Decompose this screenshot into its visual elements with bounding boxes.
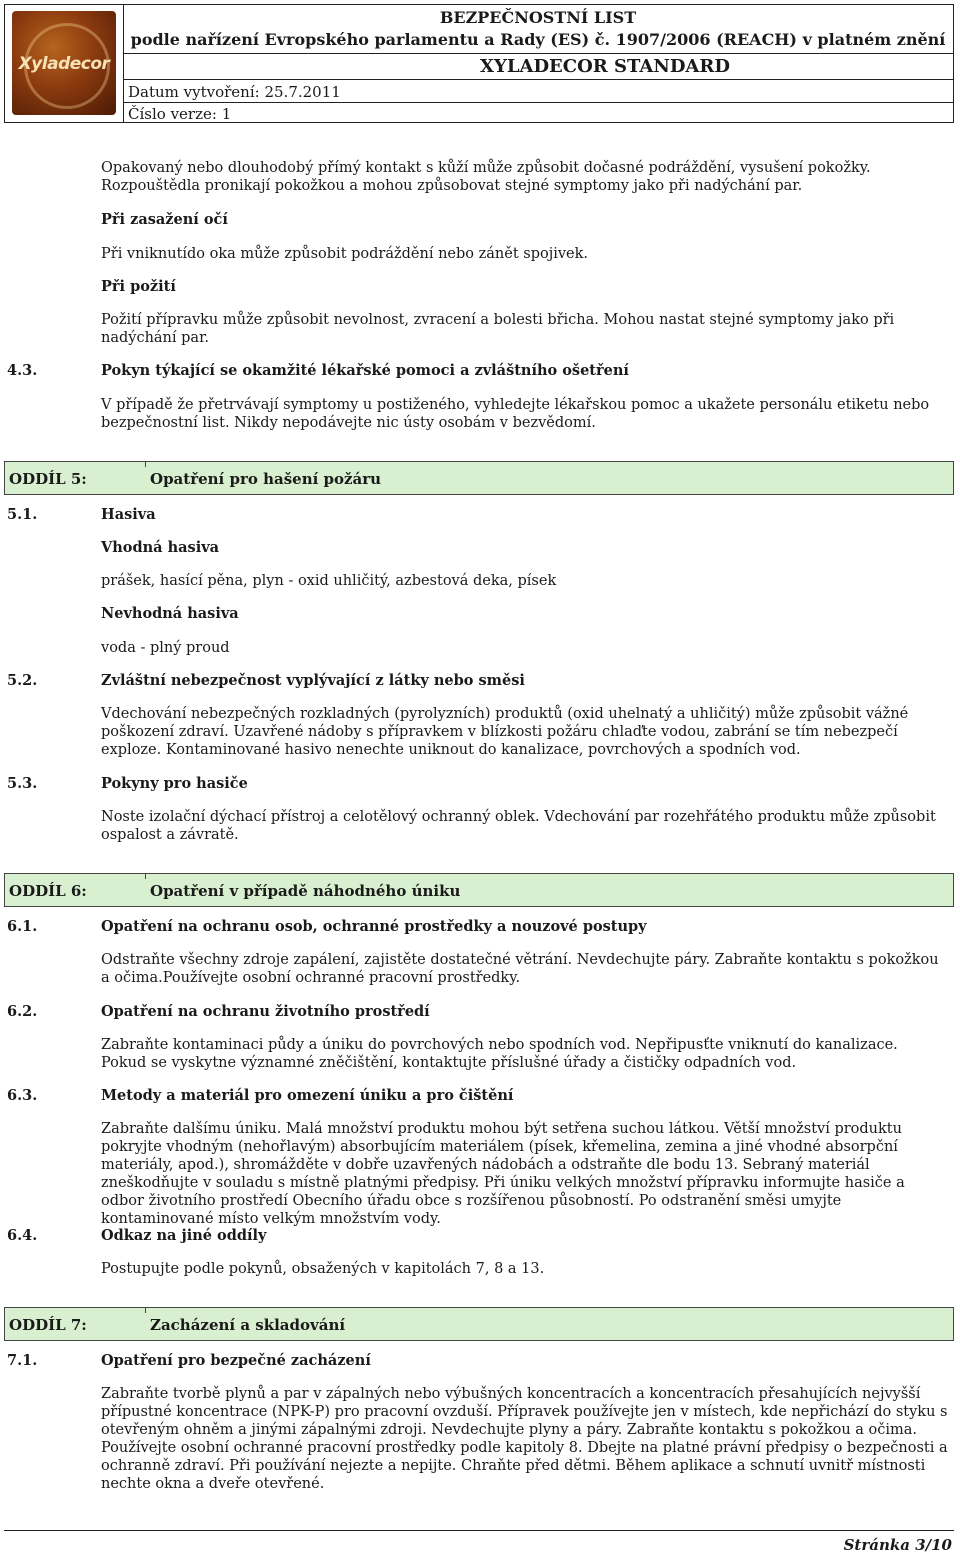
document-title: BEZPEČNOSTNÍ LIST — [439, 8, 637, 27]
section-6-2-number: 6.2. — [7, 1003, 38, 1020]
section-6-3-text: Zabraňte dalšímu úniku. Malá množství produktu mohou být setřena suchou látkou. Větší množství produktu pokryjte vhodným (nehořlavým) absorbujícím materiálem (písek, křemelina, zemina a jiné vhodné absorpční materiály, apod.), shromážděte v dobře uzavřených nádobách a odstraňte dle bodu 13. Sebraný materiál zneškodňujte v souladu s místně platnými předpisy. Při úniku velkých množství přípravku informujte hasiče a odbor životního prostředí Obecního úřadu obce s rozšířenou působností. Po odstranění směsi umyjte kontaminované místo velkým množstvím vody. — [101, 1121, 905, 1227]
suitable-media-heading: Vhodná hasiva — [101, 539, 220, 556]
section-6-1-text: Odstraňte všechny zdroje zapálení, zajistěte dostatečné větrání. Nevdechujte páry. Zabraňte kontaktu s pokožkou a očima.Používejte osobní ochranné pracovní prostředky. — [101, 952, 939, 986]
eyes-heading: Při zasažení očí — [101, 211, 228, 228]
section-6-2-text: Zabraňte kontaminaci půdy a úniku do povrchových nebo spodních vod. Nepřipusťte vniknutí do kanalizace. Pokud se vyskytne významné zněčištění, kontaktujte příslušné úřady a čističky odpadních vod. — [101, 1037, 898, 1071]
section-5-2-number: 5.2. — [7, 672, 38, 689]
section-7-bar — [4, 1307, 954, 1341]
product-name: XYLADECOR STANDARD — [480, 56, 730, 77]
section-5-2-text: Vdechování nebezpečných rozkladných (pyrolyzních) produktů (oxid uhelnatý a uhličitý) může způsobit vážné poškození zdraví. Uzavřené nádoby s přípravkem v blízkosti požáru chlaďte vodou, zabrání se tím nebezpečí exploze. Kontaminované hasivo nenechte uniknout do kanalizace, povrchových a spodních vod. — [101, 706, 909, 758]
section-5-3-number: 5.3. — [7, 775, 38, 792]
section-5-bar — [4, 461, 954, 495]
ingestion-heading: Při požití — [101, 278, 176, 295]
section-7-title: Zacházení a skladování — [150, 1316, 346, 1334]
section-5-2-title: Zvláštní nebezpečnost vyplývající z látky nebo směsi — [101, 672, 525, 689]
skin-contact-text: Opakovaný nebo dlouhodobý přímý kontakt s kůží může způsobit dočasné podráždění, vysušení pokožky. Rozpouštědla pronikají pokožkou a mohou způsobovat stejné symptomy jako při nadýchání par. — [101, 160, 871, 194]
eyes-text: Při vniknutído oka může způsobit podráždění nebo zánět spojivek. — [101, 246, 589, 262]
suitable-media-text: prášek, hasící pěna, plyn - oxid uhličitý, azbestová deka, písek — [101, 573, 557, 589]
section-7-label: ODDÍL 7: — [9, 1316, 87, 1334]
section-6-bar — [4, 873, 954, 907]
footer-divider — [4, 1530, 954, 1531]
section-4-3-number: 4.3. — [7, 362, 38, 379]
section-5-1-title: Hasiva — [101, 506, 156, 523]
date-created: Datum vytvoření: 25.7.2011 — [128, 83, 341, 101]
section-6-title: Opatření v případě náhodného úniku — [150, 882, 461, 900]
section-6-3-title: Metody a materiál pro omezení úniku a pro čištění — [101, 1087, 514, 1104]
section-5-3-title: Pokyny pro hasiče — [101, 775, 248, 792]
xyladecor-logo — [12, 11, 116, 115]
section-6-1-number: 6.1. — [7, 918, 38, 935]
section-6-3-number: 6.3. — [7, 1087, 38, 1104]
regulation-text: podle nařízení Evropského parlamentu a Rady (ES) č. 1907/2006 (REACH) v platném znění — [130, 30, 946, 49]
section-5-title: Opatření pro hašení požáru — [150, 470, 382, 488]
section-6-4-title: Odkaz na jiné oddíly — [101, 1227, 267, 1244]
section-6-1-title: Opatření na ochranu osob, ochranné prostředky a nouzové postupy — [101, 918, 647, 935]
section-4-3-title: Pokyn týkající se okamžité lékařské pomoci a zvláštního ošetření — [101, 362, 629, 379]
logo-text: Xyladecor — [18, 54, 110, 74]
section-5-label: ODDÍL 5: — [9, 470, 87, 488]
logo-box — [5, 5, 124, 122]
section-6-4-number: 6.4. — [7, 1227, 38, 1244]
section-4-3-text: V případě že přetrvávají symptomy u postiženého, vyhledejte lékařskou pomoc a ukažete personálu etiketu nebo bezpečnostní list. Nikdy nepodávejte nic ústy osobám v bezvědomí. — [101, 397, 930, 431]
section-5-1-number: 5.1. — [7, 506, 38, 523]
ingestion-text: Požití přípravku může způsobit nevolnost, zvracení a bolesti břicha. Mohou nastat stejné symptomy jako při nadýchání par. — [101, 312, 895, 346]
version-number: Číslo verze: 1 — [128, 105, 232, 123]
section-6-label: ODDÍL 6: — [9, 882, 87, 900]
section-7-1-text: Zabraňte tvorbě plynů a par v zápalných nebo výbušných koncentracích a koncentracích přesahujících nejvyšší přípustné koncentrace (NPK-P) pro pracovní ovzduší. Přípravek používejte jen v místech, kde nepřichází do styku s otevřeným ohněm a jinými zápalnými zdroji. Nevdechujte plyny a páry. Zabraňte kontaktu s pokožkou a očima. Používejte osobní ochranné pracovní prostředky podle kapitoly 8. Dbejte na platné právní předpisy o bezpečnosti a ochranně zdraví. Při používání nejezte a nepijte. Chraňte před dětmi. Během aplikace a schnutí uvnitř místnosti nechte okna a dveře otevřené. — [101, 1386, 948, 1492]
page-number: Stránka 3/10 — [843, 1536, 952, 1554]
section-5-3-text: Noste izolační dýchací přístroj a celotělový ochranný oblek. Vdechování par rozehřátého produktu může způsobit ospalost a závratě. — [101, 809, 936, 843]
section-6-4-text: Postupujte podle pokynů, obsažených v kapitolách 7, 8 a 13. — [101, 1261, 545, 1277]
unsuitable-media-text: voda - plný proud — [101, 640, 230, 656]
section-7-1-number: 7.1. — [7, 1352, 38, 1369]
document-header — [4, 4, 954, 123]
unsuitable-media-heading: Nevhodná hasiva — [101, 605, 239, 622]
section-7-1-title: Opatření pro bezpečné zacházení — [101, 1352, 371, 1369]
section-6-2-title: Opatření na ochranu životního prostředí — [101, 1003, 430, 1020]
